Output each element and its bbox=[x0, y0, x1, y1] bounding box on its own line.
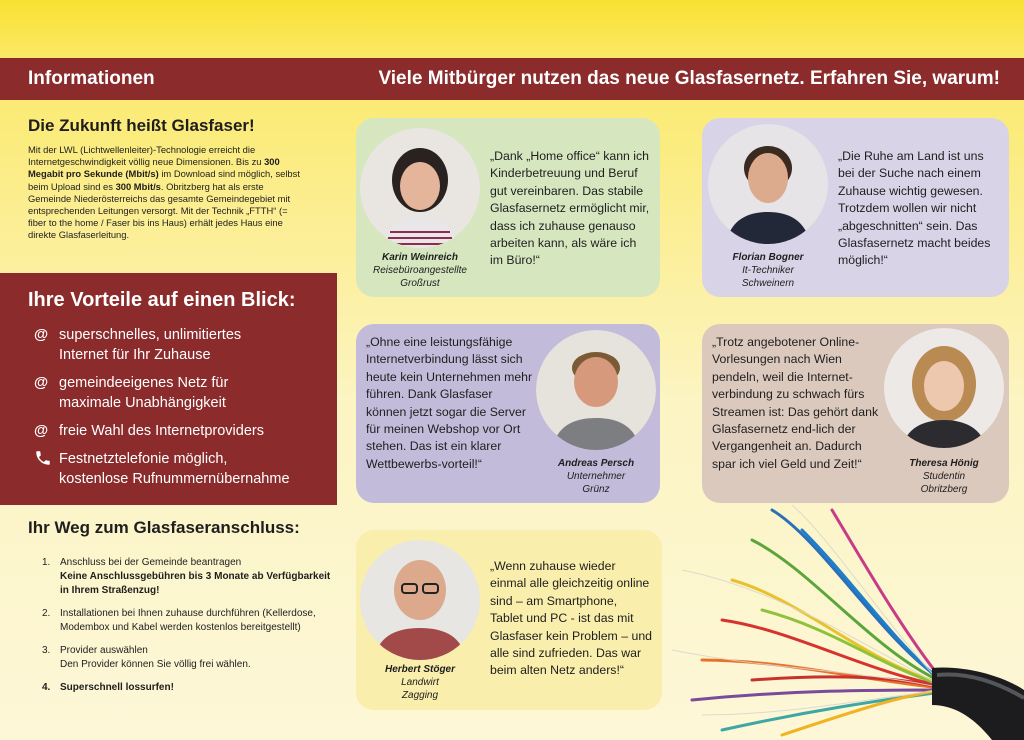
person-place: Obritzberg bbox=[920, 484, 968, 495]
step-number: 3. bbox=[42, 645, 51, 656]
person-place: Zagging bbox=[401, 690, 439, 701]
at-icon: @ bbox=[34, 375, 49, 391]
future-speed-1: 300 Megabit pro Sekunde (Mbit/s) bbox=[28, 156, 280, 180]
advantage-line: kostenlose Rufnummernübernahme bbox=[59, 471, 290, 487]
phone-icon bbox=[34, 449, 59, 489]
testimonial-quote: „Die Ruhe am Land ist uns bei der Suche nach einem Zuhause wichtig gewesen. Trotzdem wollen wir nicht „abgeschnitten“ sein. Das Glasfasernetz macht beides möglich!“ bbox=[838, 149, 991, 268]
section-label: Informationen bbox=[28, 68, 155, 89]
person-role: It-Techniker bbox=[742, 265, 794, 276]
testimonial-card bbox=[356, 530, 662, 710]
step-text: Anschluss bei der Gemeinde beantragen bbox=[60, 557, 242, 568]
testimonial-card bbox=[702, 118, 1009, 297]
way-title: Ihr Weg zum Glasfaseranschluss: bbox=[28, 518, 300, 537]
advantage-line: superschnelles, unlimitiertes bbox=[59, 327, 242, 343]
step-number: 1. bbox=[42, 557, 51, 568]
advantage-item bbox=[34, 421, 264, 441]
step-item bbox=[28, 556, 333, 598]
step-number: 2. bbox=[42, 608, 51, 619]
at-icon: @ bbox=[34, 423, 49, 439]
advantage-item bbox=[34, 449, 290, 489]
future-text bbox=[28, 144, 308, 242]
step-bold: Keine Anschlussgebühren bis 3 Monate ab Verfügbarkeit in Ihrem Straßenzug! bbox=[60, 571, 331, 596]
person-place: Schweinern bbox=[741, 278, 795, 289]
person-role: Reisebüroangestellte bbox=[373, 265, 467, 276]
step-number: 4. bbox=[42, 682, 51, 693]
testimonial-card bbox=[356, 118, 660, 297]
testimonial-quote: „Trotz angebotener Online-Vorlesungen nach Wien pendeln, weil die Internet-verbindung zu schwach fürs Streamen ist: Das gehört dank Glasfasernetz end-lich der Vergangenheit an. Dadurch spar ich viel Geld und Zeit!“ bbox=[712, 335, 879, 471]
future-text-1: Mit der LWL (Lichtwellenleiter)-Technologie erreicht die Internetgeschwindigkeit völlig neue Dimensionen. Bis zu bbox=[28, 144, 265, 168]
person-name: Theresa Hönig bbox=[909, 458, 979, 469]
person-caption bbox=[360, 251, 480, 290]
header-band bbox=[0, 58, 1024, 100]
step-bold: Superschnell lossurfen! bbox=[60, 682, 174, 693]
advantages-box bbox=[0, 273, 337, 505]
portrait-photo bbox=[536, 330, 656, 450]
portrait-photo bbox=[708, 124, 828, 244]
testimonial-quote: „Dank „Home office“ kann ich Kinderbetreuung und Beruf gut vereinbaren. Das stabile Glasfasernetz ermöglicht mir, dass ich zuhause genauso arbeiten kann, als wäre ich im Büro!“ bbox=[490, 149, 650, 268]
portrait-photo bbox=[360, 540, 480, 660]
advantage-item bbox=[34, 325, 241, 365]
advantage-line: gemeindeeigenes Netz für bbox=[59, 375, 229, 391]
advantage-line: Internet für Ihr Zuhause bbox=[59, 347, 211, 363]
person-caption bbox=[360, 663, 480, 702]
way-section bbox=[28, 518, 333, 704]
advantage-line: maximale Unabhängigkeit bbox=[59, 395, 226, 411]
person-role: Studentin bbox=[922, 471, 966, 482]
headline: Viele Mitbürger nutzen das neue Glasfasernetz. Erfahren Sie, warum! bbox=[378, 68, 1000, 89]
step-item bbox=[28, 681, 333, 695]
future-speed-2: 300 Mbit/s bbox=[115, 180, 161, 192]
testimonial-quote: „Wenn zuhause wieder einmal alle gleichzeitig online sind – am Smartphone, Tablet und PC - ist das mit Glasfaser kein Problem – und alle sind zufrieden. Das war beim alten Netz anders!“ bbox=[490, 559, 652, 678]
step-item bbox=[28, 607, 333, 635]
future-text-2: im Download sind möglich, selbst beim Upload sind es bbox=[28, 168, 300, 192]
future-title: Die Zukunft heißt Glasfaser! bbox=[28, 116, 255, 135]
testimonial-card bbox=[356, 324, 660, 503]
future-section bbox=[28, 116, 308, 242]
advantage-line: freie Wahl des Internetproviders bbox=[59, 423, 264, 439]
person-name: Andreas Persch bbox=[557, 458, 635, 469]
person-caption bbox=[708, 251, 828, 290]
person-role: Unternehmer bbox=[566, 471, 626, 482]
advantage-item bbox=[34, 373, 228, 413]
testimonial-quote: „Ohne eine leistungsfähige Internetverbindung lässt sich heute kein Unternehmen mehr führen. Dank Glasfaser können jetzt sogar die Server für meinen Webshop vor Ort stehen. Das ist ein klarer Wettbewerbs-vorteil!“ bbox=[366, 335, 533, 471]
person-role: Landwirt bbox=[401, 677, 439, 688]
future-text-3: . Obritzberg hat als erste Gemeinde Niederösterreichs das gesamte Gemeindegebiet mit entsprechenden Leitungen versorgt. Mit der Technik „FTTH“ (= fiber to the home / Faser bis ins Haus) erhält jedes Haus eine direkte Glasfaserleitung. bbox=[28, 180, 291, 241]
person-name: Herbert Stöger bbox=[384, 664, 455, 675]
at-icon: @ bbox=[34, 327, 49, 343]
person-caption bbox=[884, 457, 1004, 496]
step-text: Installationen bei Ihnen zuhause durchführen (Kellerdose, Modembox und Kabel werden kostenlos bereitgestellt) bbox=[60, 608, 316, 633]
portrait-photo bbox=[360, 128, 480, 248]
portrait-photo bbox=[884, 328, 1004, 448]
step-text: Den Provider können Sie völlig frei wählen. bbox=[60, 659, 251, 670]
person-place: Großrust bbox=[400, 278, 440, 289]
advantages-title: Ihre Vorteile auf einen Blick: bbox=[28, 289, 296, 311]
person-name: Karin Weinreich bbox=[382, 252, 458, 263]
person-name: Florian Bogner bbox=[732, 252, 804, 263]
fiber-cable-illustration bbox=[662, 500, 1024, 740]
person-place: Grünz bbox=[582, 484, 610, 495]
person-caption bbox=[536, 457, 656, 496]
step-item bbox=[28, 644, 333, 672]
testimonial-card bbox=[702, 324, 1009, 503]
advantage-line: Festnetztelefonie möglich, bbox=[59, 451, 228, 467]
step-text: Provider auswählen bbox=[60, 645, 148, 656]
